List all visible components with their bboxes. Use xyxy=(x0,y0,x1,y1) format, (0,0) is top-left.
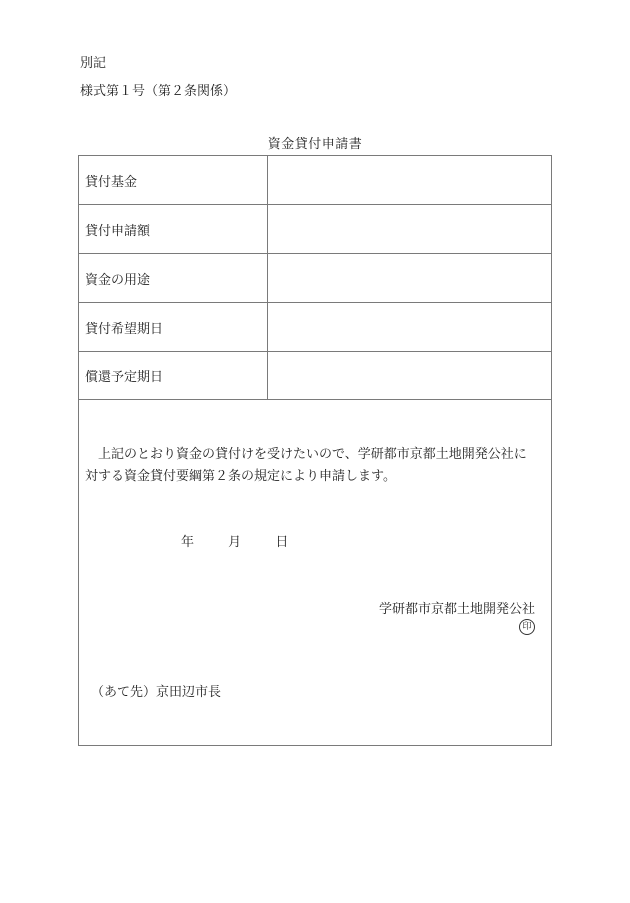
application-date xyxy=(151,531,288,550)
month-label: 月 xyxy=(228,535,242,550)
repayment-date-field[interactable] xyxy=(267,351,551,399)
form-number: 様式第１号（第２条関係） xyxy=(80,84,237,99)
desired-loan-date-label: 貸付希望期日 xyxy=(85,321,164,337)
applicant-name: 学研都市京都土地開発公社 xyxy=(378,602,535,617)
day-label: 日 xyxy=(275,535,289,550)
applicant-block xyxy=(379,598,535,635)
row-repayment-date xyxy=(79,351,551,400)
loan-amount-field[interactable] xyxy=(267,205,551,253)
desired-loan-date-field[interactable] xyxy=(267,303,551,351)
fund-purpose-field[interactable] xyxy=(267,254,551,302)
seal-icon: 印 xyxy=(519,619,535,635)
loan-fund-label: 貸付基金 xyxy=(85,174,138,190)
application-form-table xyxy=(78,155,552,746)
fund-purpose-label: 資金の用途 xyxy=(85,272,151,288)
addressee: （あて先）京田辺市長 xyxy=(91,685,222,700)
row-loan-fund xyxy=(79,156,551,205)
appendix-label: 別記 xyxy=(80,56,107,71)
row-loan-amount xyxy=(79,205,551,254)
statement-line-1: 上記のとおり資金の貸付けを受けたいので、学研都市京都土地開発公社に xyxy=(98,447,527,462)
row-desired-loan-date xyxy=(79,303,551,352)
document-title: 資金貸付申請書 xyxy=(267,137,363,152)
application-statement xyxy=(85,444,547,488)
loan-amount-label: 貸付申請額 xyxy=(85,223,151,239)
loan-fund-field[interactable] xyxy=(267,156,551,204)
repayment-date-label: 償還予定期日 xyxy=(85,369,164,385)
statement-line-2: 対する資金貸付要綱第２条の規定により申請します。 xyxy=(85,469,396,484)
year-label: 年 xyxy=(181,535,195,550)
row-fund-purpose xyxy=(79,254,551,303)
